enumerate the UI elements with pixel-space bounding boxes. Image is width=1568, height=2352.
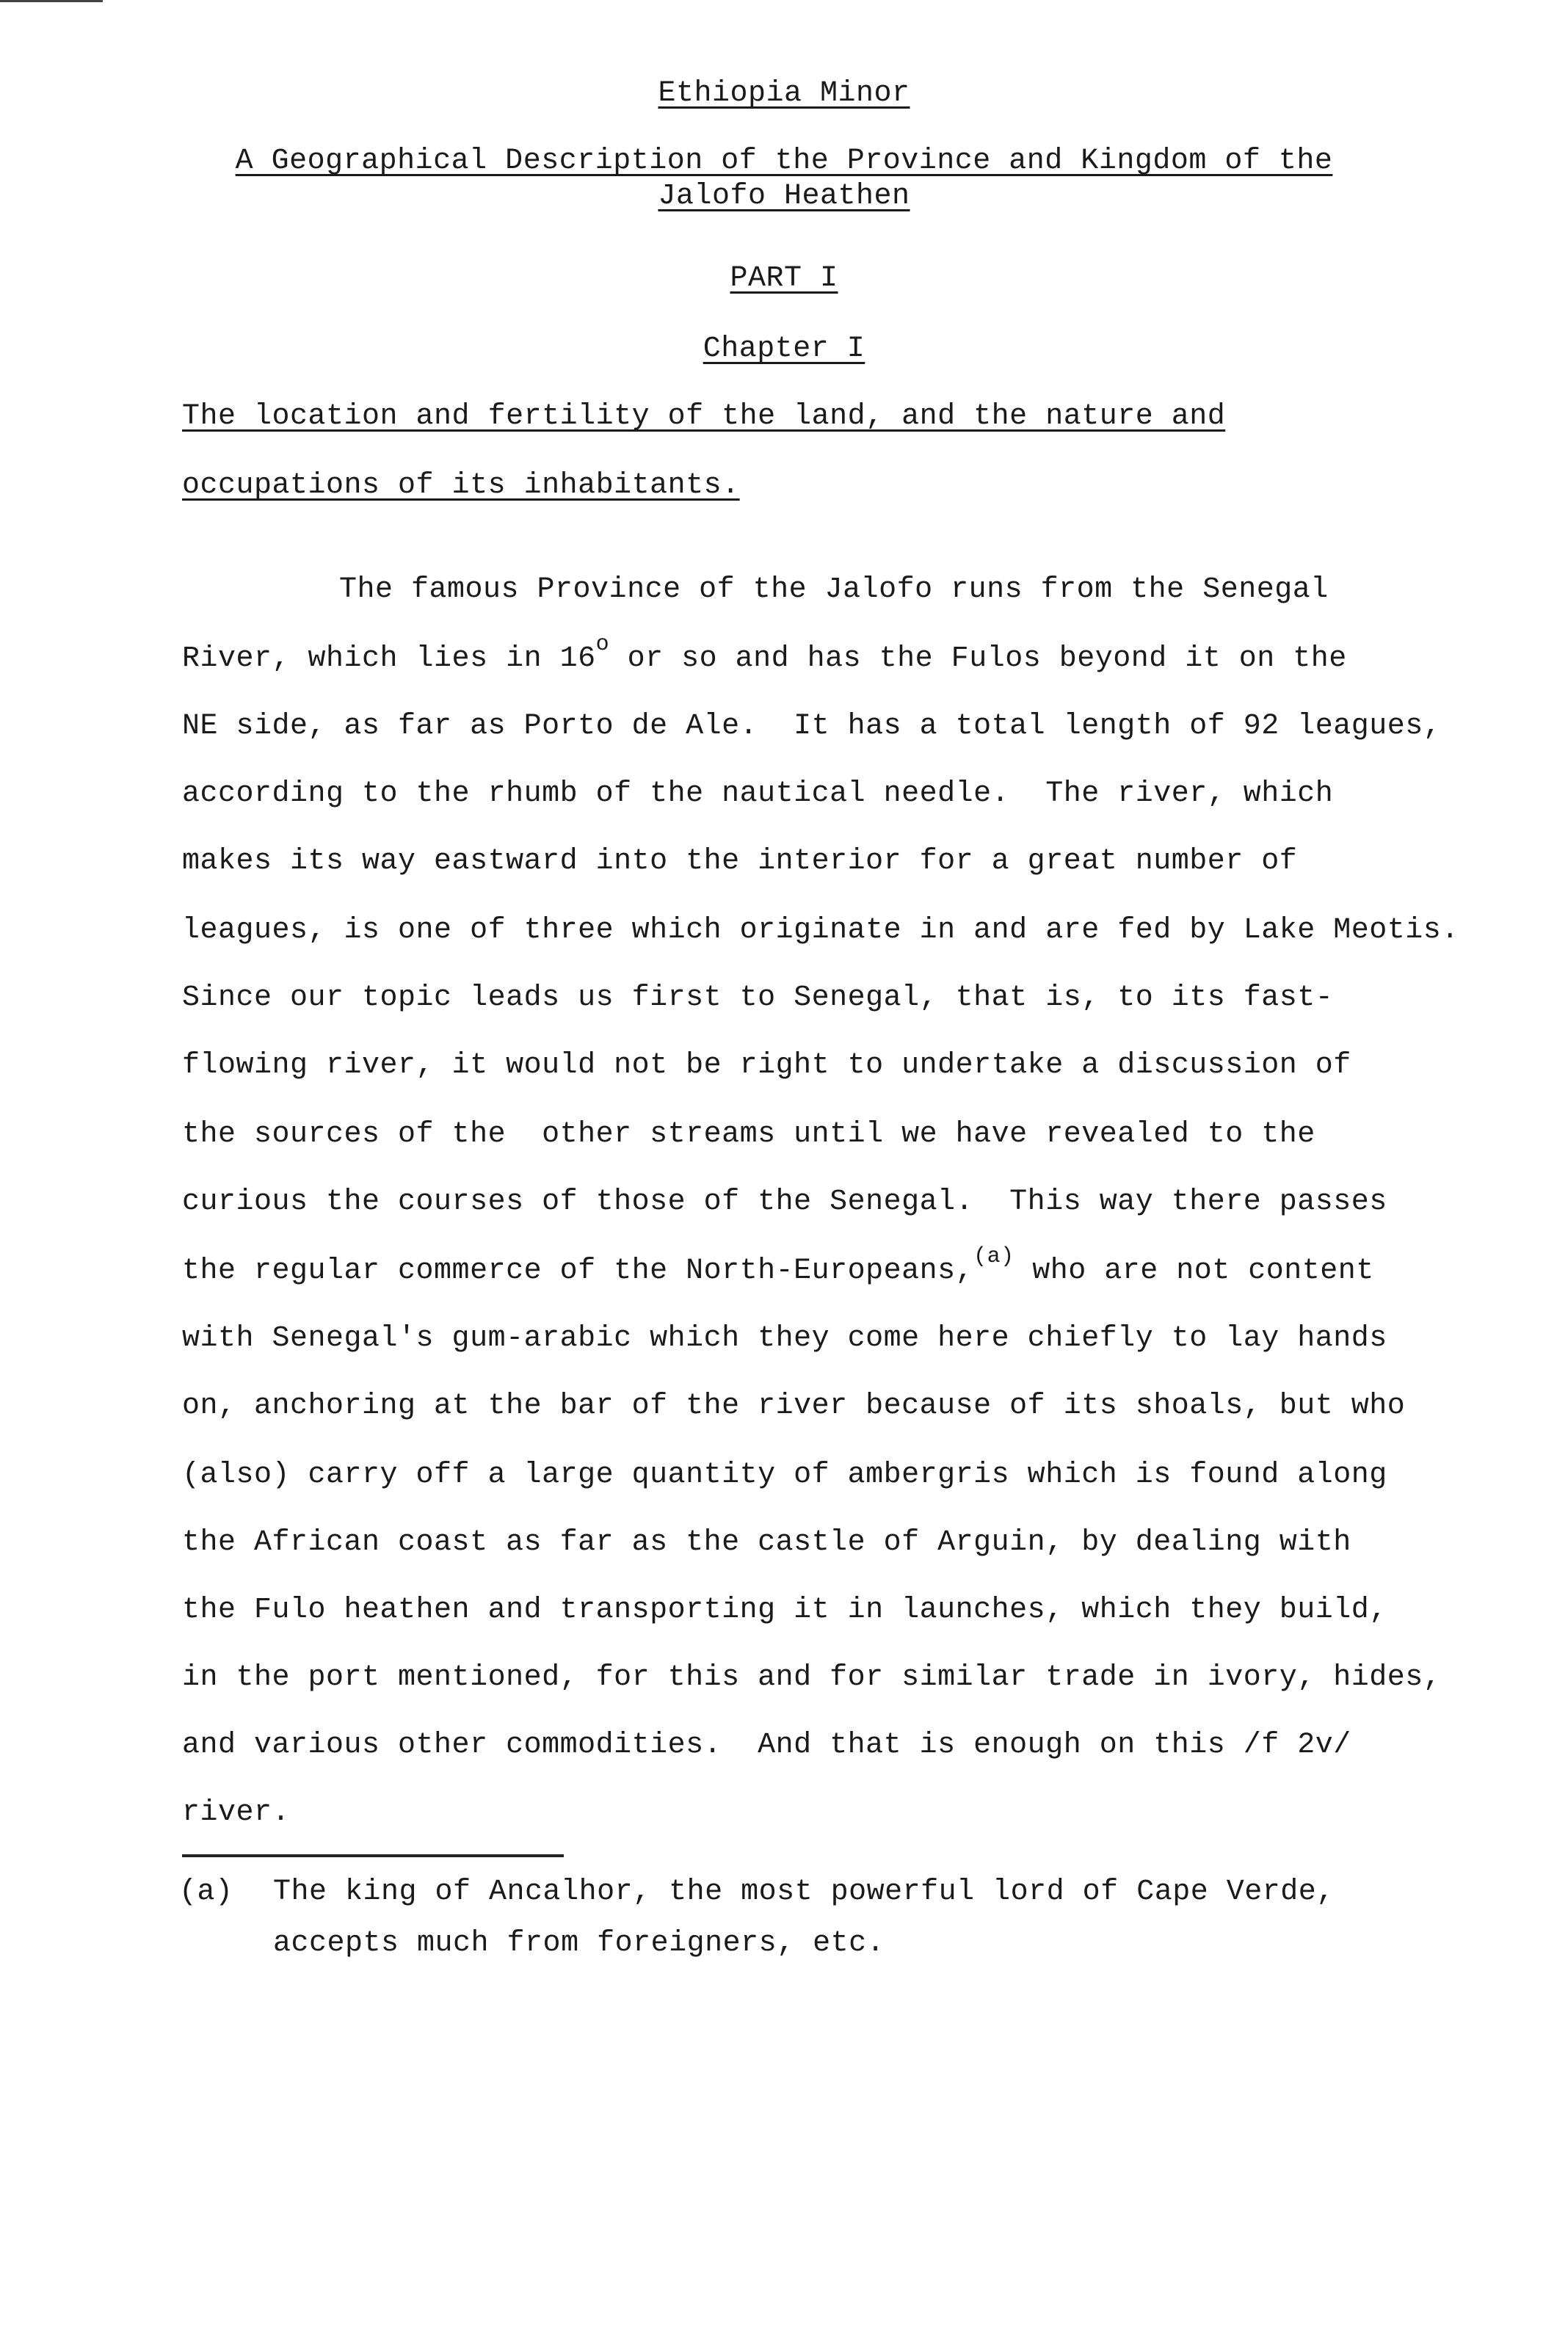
body-line-17: in the port mentioned, for this and for similar trade in ivory, hides, <box>182 1661 1442 1694</box>
chapter-title-line-1: The location and fertility of the land, and the nature and <box>182 400 1226 433</box>
body-line-14: (also) carry off a large quantity of ambergris which is found along <box>182 1459 1387 1492</box>
body-line-11-end: who are not content <box>1014 1255 1374 1288</box>
body-line-9: the sources of the other streams until we have revealed to the <box>182 1118 1315 1151</box>
chapter-title-line-2: occupations of its inhabitants. <box>182 469 740 502</box>
part-heading: PART I <box>730 262 838 295</box>
footnote-divider <box>182 1854 564 1857</box>
document-subtitle-line-1: A Geographical Description of the Province and Kingdom of the <box>235 145 1333 178</box>
body-line-6: leagues, is one of three which originate in and are fed by Lake Meotis. <box>182 914 1459 947</box>
body-line-8: flowing river, it would not be right to undertake a discussion of <box>182 1049 1351 1082</box>
footnote-reference: (a) <box>973 1244 1015 1269</box>
body-line-15: the African coast as far as the castle of Arguin, by dealing with <box>182 1526 1351 1559</box>
body-line-7: Since our topic leads us first to Senegal, that is, to its fast- <box>182 981 1334 1015</box>
document-title: Ethiopia Minor <box>658 77 910 110</box>
body-line-18: and various other commodities. And that is enough on this /f 2v/ <box>182 1729 1351 1762</box>
body-line-2-start: River, which lies in 16 <box>182 642 596 675</box>
body-line-10: curious the courses of those of the Senegal. This way there passes <box>182 1186 1387 1219</box>
scan-edge-mark <box>0 0 103 2</box>
body-line-12: with Senegal's gum-arabic which they come here chiefly to lay hands <box>182 1322 1387 1355</box>
body-line-4: according to the rhumb of the nautical needle. The river, which <box>182 777 1334 810</box>
document-subtitle-line-2: Jalofo Heathen <box>658 180 910 213</box>
chapter-heading: Chapter I <box>703 333 865 366</box>
body-line-13: on, anchoring at the bar of the river because of its shoals, but who <box>182 1390 1406 1423</box>
body-line-11-start: the regular commerce of the North-Europeans, <box>182 1255 974 1288</box>
body-line-5: makes its way eastward into the interior for a great number of <box>182 845 1298 878</box>
body-line-2-end: or so and has the Fulos beyond it on the <box>609 642 1347 675</box>
footnote-marker: (a) <box>179 1876 233 1909</box>
footnote-line-1: The king of Ancalhor, the most powerful lord of Cape Verde, <box>273 1876 1335 1909</box>
body-line-11 <box>182 1244 1374 1291</box>
body-line-3: NE side, as far as Porto de Ale. It has a total length of 92 leagues, <box>182 710 1442 743</box>
body-line-19: river. <box>182 1796 291 1829</box>
body-line-2 <box>182 632 1347 678</box>
degree-superscript: o <box>595 632 610 657</box>
body-line-16: the Fulo heathen and transporting it in launches, which they build, <box>182 1594 1387 1627</box>
footnote-line-2: accepts much from foreigners, etc. <box>273 1927 885 1960</box>
body-line-1: The famous Province of the Jalofo runs from the Senegal <box>339 573 1329 606</box>
